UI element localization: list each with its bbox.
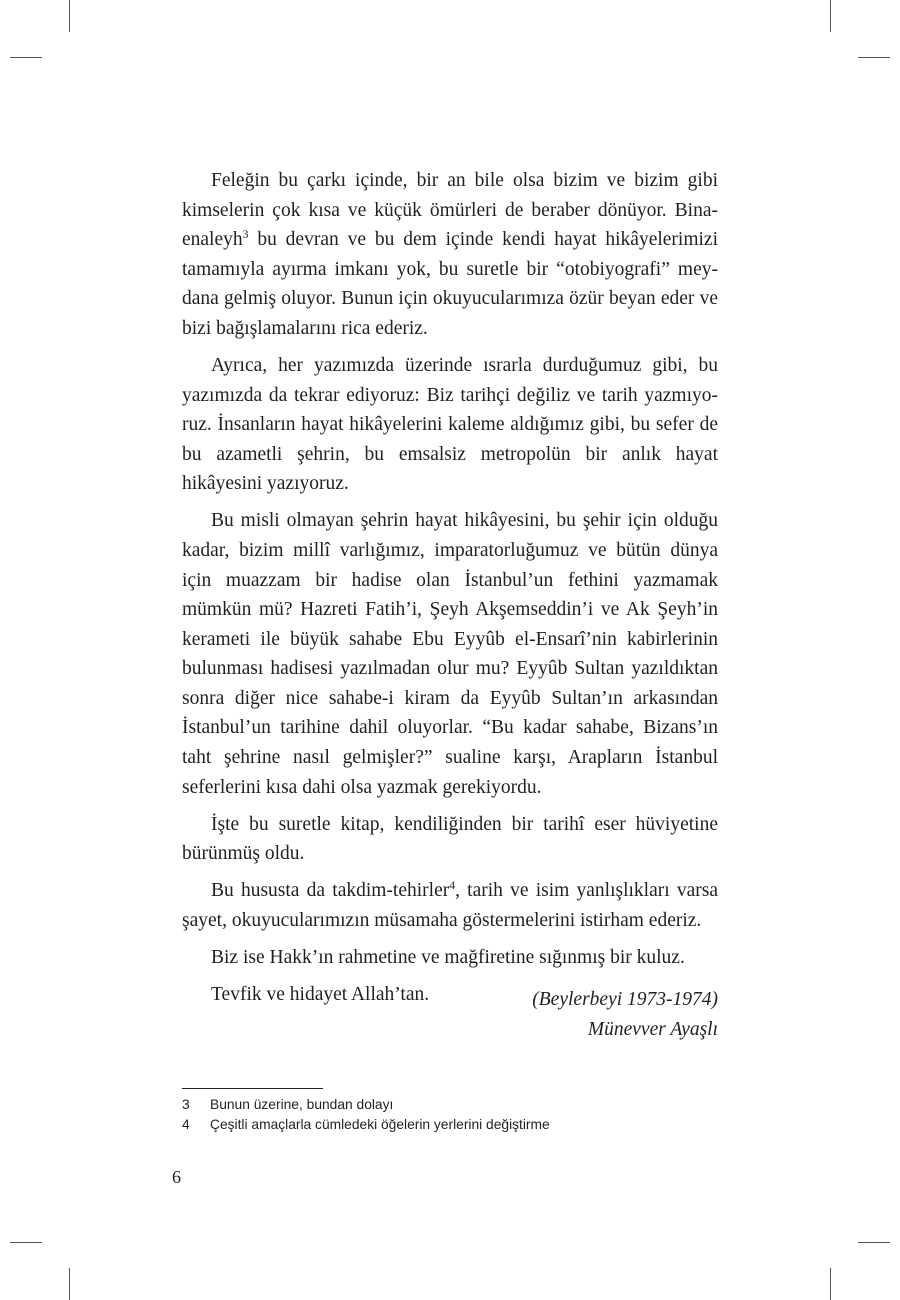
signature-place-date: (Beylerbeyi 1973-1974) xyxy=(532,989,718,1010)
crop-mark-top-right xyxy=(830,0,831,32)
crop-mark-bottom-right xyxy=(830,1268,831,1300)
footnote-number: 3 xyxy=(182,1097,190,1112)
footnote-number: 4 xyxy=(182,1116,190,1132)
signature-block xyxy=(182,985,718,1044)
footnote-ref-3[interactable]: 3 xyxy=(242,228,249,242)
footnote-text: Çeşitli amaçlarla cümledeki öğelerin yerlerini değiştirme xyxy=(210,1116,550,1132)
crop-mark-top-left xyxy=(69,0,70,32)
paragraph: Biz ise Hakk’ın rahmetine ve mağfiretine sığınmış bir kuluz. xyxy=(211,946,685,968)
crop-mark-left-bottom xyxy=(10,1242,42,1243)
footnote-ref-4[interactable]: 4 xyxy=(449,879,456,893)
paragraph: İşte bu suretle kitap, kendiliğinden bir tarihî eser hüviyetine bürünmüş oldu. xyxy=(182,813,718,865)
footnote-item xyxy=(182,1095,718,1115)
page-number: 6 xyxy=(172,1167,181,1187)
paragraph: Feleğin bu çarkı içinde, bir an bile olsa bizim ve bizim gibi kimselerin çok kısa ve küçük ömürleri de beraber dönüyor. Binaenaleyh$^3$ bu devran ve bu dem içinde kendi hayat hikâyelerimizi tamamıyla ayırma imkanı yok, bu suretle bir “otobiyografi” meydana gelmiş oluyor. Bunun için okuyucularımıza özür beyan eder ve bizi bağışlamalarını rica ederiz. xyxy=(182,170,718,339)
paragraph: Bu hususta da takdim-tehirler$^4$, tarih ve isim yanlışlıkları varsa şayet, okuyucularımızın müsamaha göstermelerini istirham ederiz. xyxy=(182,879,718,931)
crop-mark-bottom-left xyxy=(69,1268,70,1300)
crop-mark-right-top xyxy=(858,57,890,58)
paragraph: Tevfik ve hidayet Allah’tan. xyxy=(211,983,430,1005)
paragraph: Bu misli olmayan şehrin hayat hikâyesini, bu şehir için olduğu kadar, bizim millî varlığımız, imparatorluğumuz ve bütün dünya için muazzam bir hadise olan İstanbul’un fethini yazmamak mümkün mü? Hazreti Fatih’i, Şeyh Akşemseddin’i ve Ak Şeyh’in kerameti ile büyük sahabe Ebu Eyyûb el-Ensarî’nin kabirlerinin bulunması hadisesi yazılmadan olur mu? Eyyûb Sultan yazıldıktan sonra diğer nice sahabe-i kiram da Eyyûb Sultan’ın arkasından İstanbul’un tarihine dahil oluyorlar. “Bu kadar sahabe, Bizans’ın taht şehrine nasıl gelmişler?” sualine karşı, Arapların İstanbul seferlerini kısa dahi olsa yazmak gerekiyordu. xyxy=(182,510,718,798)
footnotes xyxy=(182,1095,718,1134)
signature-author: Münevver Ayaşlı xyxy=(587,1018,718,1040)
footnote-item xyxy=(182,1115,718,1135)
body-text xyxy=(182,166,718,1017)
paragraph: Ayrıca, her yazımızda üzerinde ısrarla durduğumuz gibi, bu yazımızda da tekrar ediyoruz: Biz tarihçi değiliz ve tarih yazmıyoruz. İnsanların hayat hikâyelerini kaleme aldığımız gibi, bu sefer de bu azametli şehrin, bu emsalsiz metropolün bir anlık hayat hikâyesini yazıyoruz. xyxy=(182,354,718,495)
footnote-text: Bunun üzerine, bundan dolayı xyxy=(210,1097,394,1112)
footnote-divider xyxy=(182,1088,323,1089)
crop-mark-right-bottom xyxy=(858,1242,890,1243)
crop-mark-left-top xyxy=(10,57,42,58)
